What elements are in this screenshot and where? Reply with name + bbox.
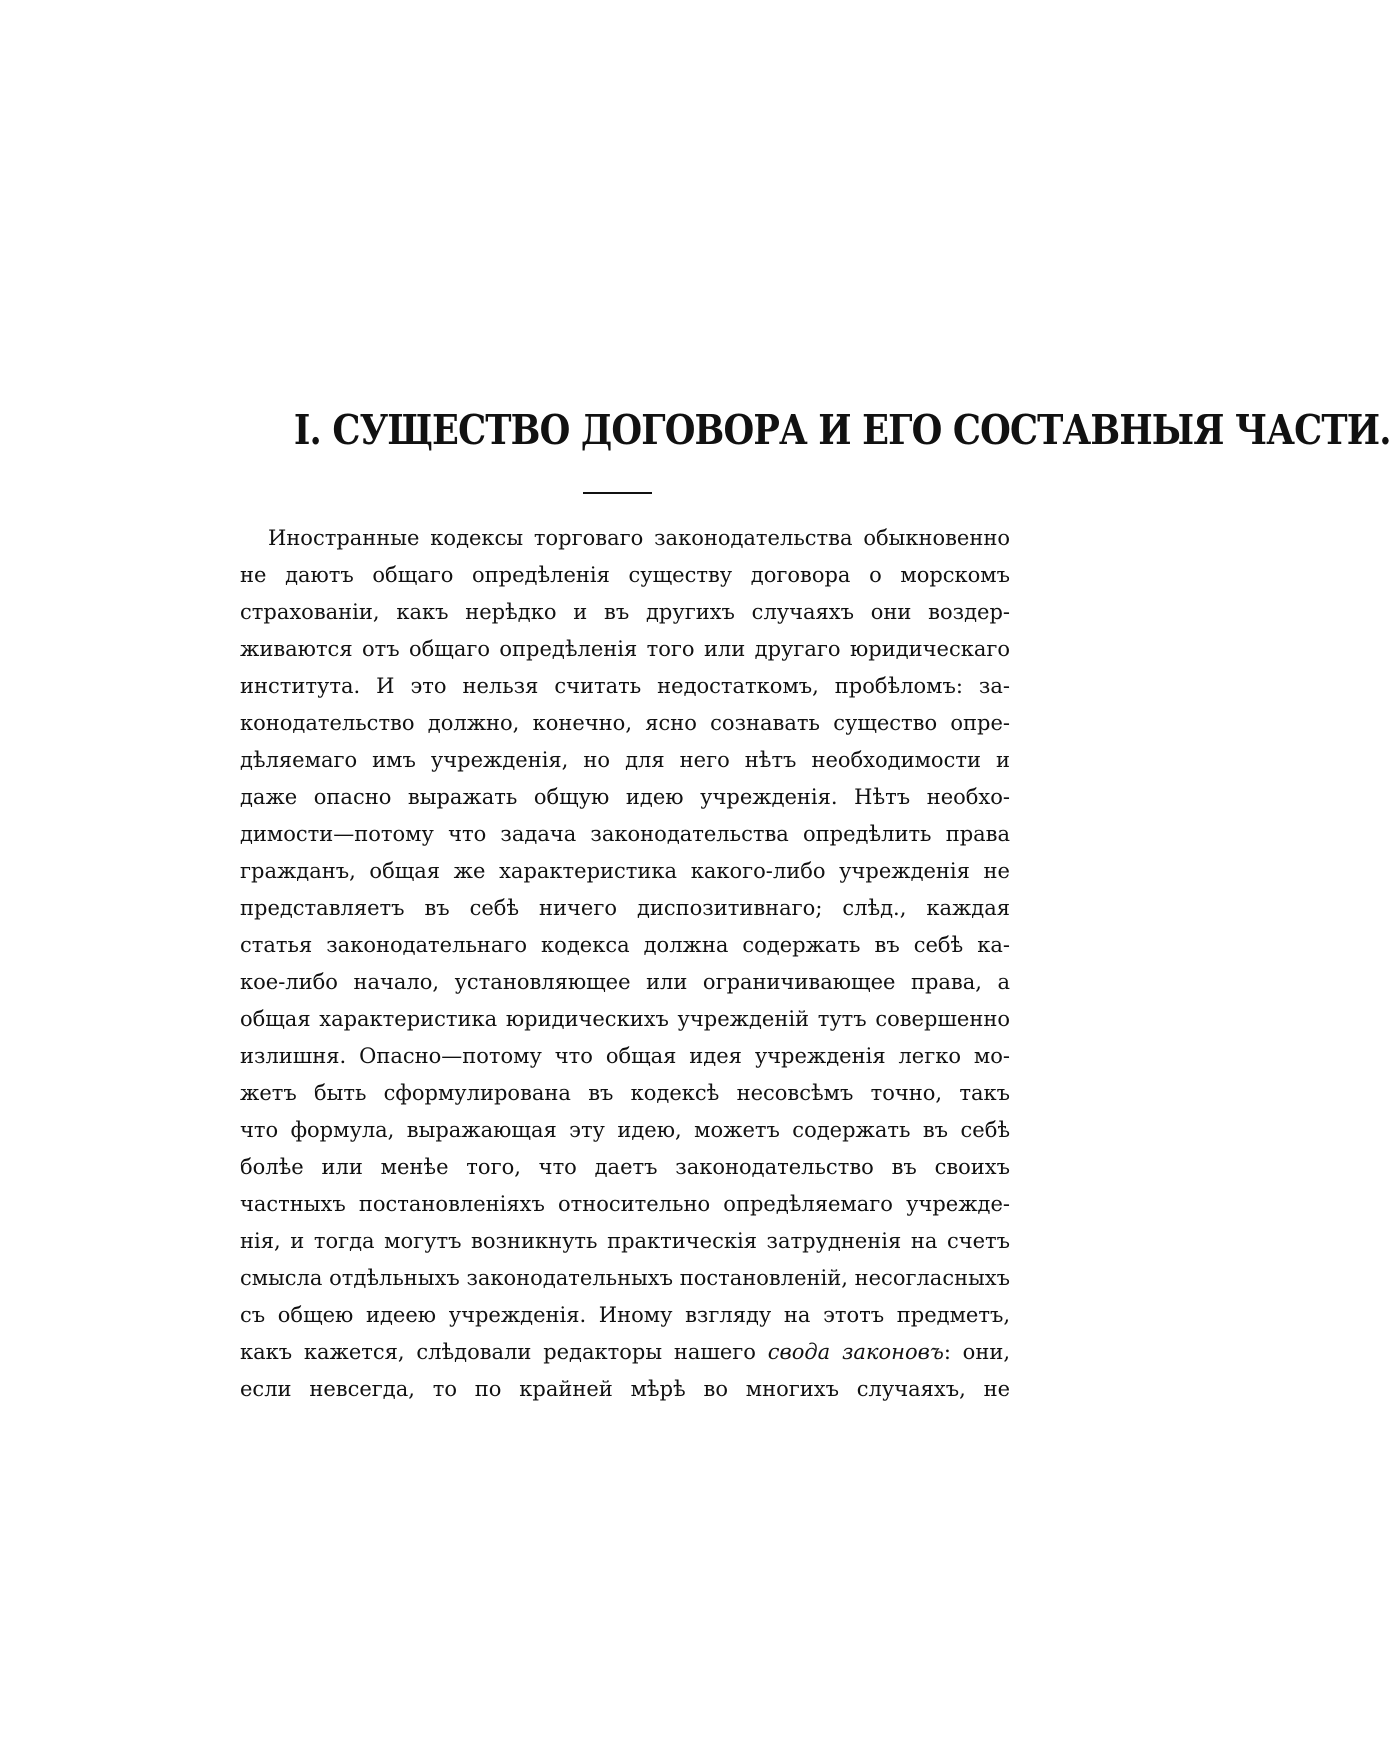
text-line: кое-либо начало, установляющее или ограничивающее права, а	[240, 970, 1010, 994]
text-line	[240, 1334, 1010, 1371]
text-line: димости—потому что задача законодательства опредѣлить права	[240, 822, 1010, 846]
title-divider	[583, 492, 652, 494]
text-line: живаются отъ общаго опредѣленія того или другаго юридическаго	[240, 637, 1010, 661]
text-line: если невсегда, то по крайней мѣрѣ во многихъ случаяхъ, не	[240, 1377, 1010, 1401]
italic-reference: свода законовъ	[767, 1340, 944, 1364]
text-line: смысла отдѣльныхъ законодательныхъ постановленій, несогласныхъ	[240, 1266, 1010, 1290]
text-line: представляетъ въ себѣ ничего диспозитивнаго; слѣд., каждая	[240, 896, 1010, 920]
text-line: нія, и тогда могутъ возникнуть практическія затрудненія на счетъ	[240, 1229, 1010, 1253]
text-line: даже опасно выражать общую идею учрежденія. Нѣтъ необхо-	[240, 785, 1010, 809]
body-paragraph	[240, 520, 1010, 1408]
text-segment: : они,	[943, 1340, 1010, 1364]
text-line: дѣляемаго имъ учрежденія, но для него нѣтъ необходимости и	[240, 748, 1010, 772]
text-line: что формула, выражающая эту идею, можетъ содержать въ себѣ	[240, 1118, 1010, 1142]
text-line: болѣе или менѣе того, что даетъ законодательство въ своихъ	[240, 1155, 1010, 1179]
text-line: института. И это нельзя считать недостаткомъ, пробѣломъ: за-	[240, 674, 1010, 698]
chapter-title: I. СУЩЕСТВО ДОГОВОРА И ЕГО СОСТАВНЫЯ ЧАСТИ.	[293, 406, 1391, 454]
text-line: жетъ быть сформулирована въ кодексѣ несовсѣмъ точно, такъ	[240, 1081, 1010, 1105]
text-line: съ общею идеею учрежденія. Иному взгляду на этотъ предметъ,	[240, 1303, 1010, 1327]
text-segment: какъ кажется, слѣдовали редакторы нашего	[240, 1340, 768, 1364]
text-line: страхованіи, какъ нерѣдко и въ другихъ случаяхъ они воздер-	[240, 600, 1010, 624]
text-line: частныхъ постановленіяхъ относительно опредѣляемаго учрежде-	[240, 1192, 1010, 1216]
text-line: не даютъ общаго опредѣленія существу договора о морскомъ	[240, 563, 1010, 587]
text-line: статья законодательнаго кодекса должна содержать въ себѣ ка-	[240, 933, 1010, 957]
text-line: общая характеристика юридическихъ учрежденій тутъ совершенно	[240, 1007, 1010, 1031]
text-line: Иностранные кодексы торговаго законодательства обыкновенно	[268, 526, 1010, 550]
text-line: гражданъ, общая же характеристика какого-либо учрежденія не	[240, 859, 1010, 883]
text-line: конодательство должно, конечно, ясно сознавать существо опре-	[240, 711, 1010, 735]
text-line: излишня. Опасно—потому что общая идея учрежденія легко мо-	[240, 1044, 1010, 1068]
